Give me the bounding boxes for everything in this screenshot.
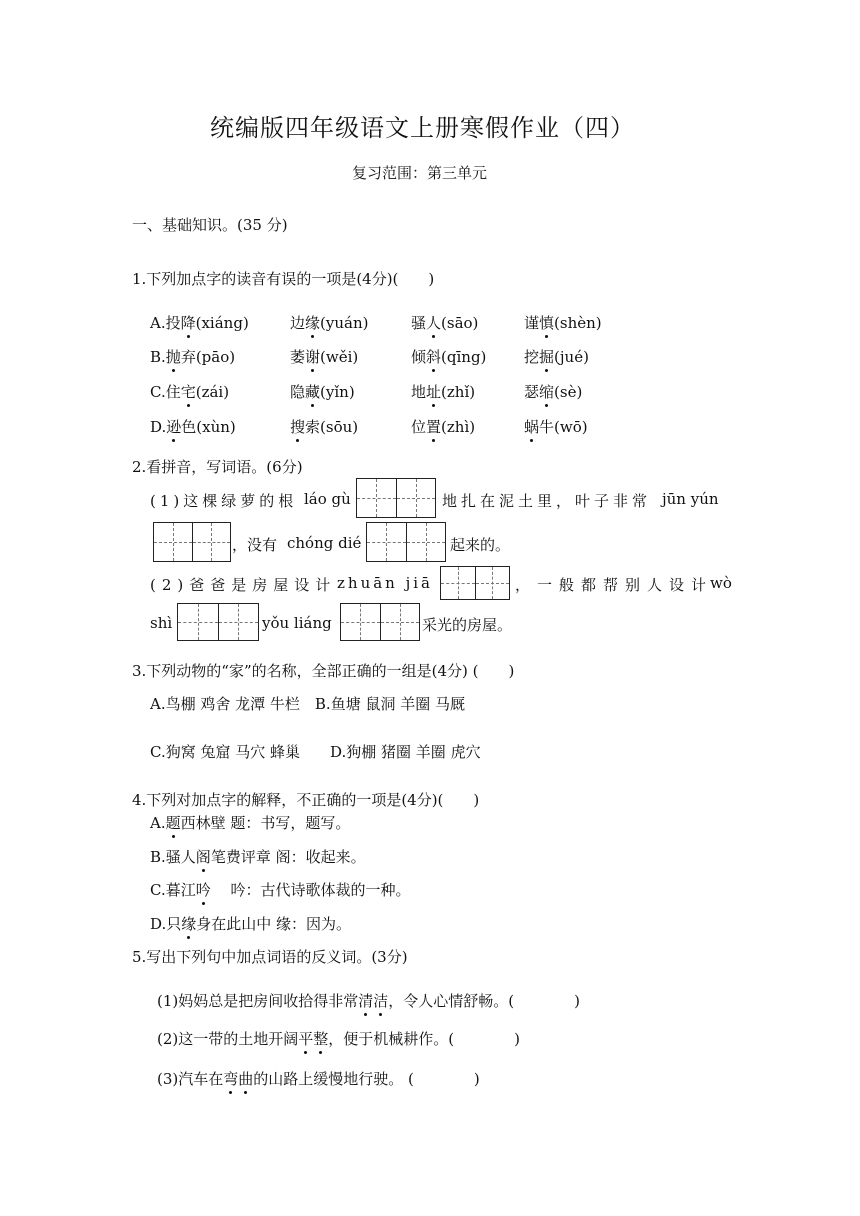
text: (yuán) xyxy=(320,314,369,332)
q2-text: ，一般都帮别人设计 xyxy=(515,576,714,594)
dotted-char: 吟 xyxy=(195,881,211,899)
text: D.只 xyxy=(150,915,182,933)
dotted-word xyxy=(223,1070,253,1088)
text: 色(xùn) xyxy=(181,418,236,436)
q2-text: 起来的。 xyxy=(450,536,511,554)
pinyin: shì xyxy=(150,614,173,632)
dotted-char: 掘 xyxy=(539,348,555,366)
dotted-word xyxy=(358,992,388,1010)
text: (zhì) xyxy=(441,418,476,436)
q2-text: (2)爸爸是房屋设计 xyxy=(150,576,337,594)
dotted-char: 抛 xyxy=(165,348,181,366)
dotted-char: 弯 xyxy=(223,1070,239,1088)
question-1-option xyxy=(411,346,486,367)
pinyin: wò xyxy=(710,574,732,592)
question-3-options-ab: A.鸟棚 鸡舍 龙潭 牛栏 B.鱼塘 鼠洞 羊圈 马厩 xyxy=(150,695,466,713)
writing-grid[interactable] xyxy=(366,522,446,562)
text: 索(sōu) xyxy=(305,418,359,436)
text: D. xyxy=(150,418,167,436)
question-1-option xyxy=(290,312,368,333)
question-1-option xyxy=(524,381,582,402)
question-5-sentence-1 xyxy=(157,990,580,1011)
text: (zhǐ) xyxy=(441,383,476,401)
text: 谨 xyxy=(524,314,540,332)
dotted-char: 藏 xyxy=(305,383,321,401)
pinyin: zhuān jiā xyxy=(337,574,433,592)
text: (wěi) xyxy=(320,348,359,366)
text: B.骚人 xyxy=(150,848,196,866)
question-3-stem: 3.下列动物的“家”的名称，全部正确的一组是(4分) ( ) xyxy=(132,662,515,680)
dotted-char: 址 xyxy=(426,383,442,401)
q2-text: (1)这棵绿萝的根 xyxy=(150,492,298,510)
text: C.暮江 xyxy=(150,881,196,899)
q2-text: ，没有 xyxy=(232,536,278,554)
text: (1)妈妈总是把房间收拾得非常 xyxy=(157,992,359,1010)
text: 挖 xyxy=(524,348,540,366)
page-subtitle: 复习范围：第三单元 xyxy=(352,164,488,182)
dotted-char: 蜗 xyxy=(524,418,540,436)
writing-grid[interactable] xyxy=(356,478,436,518)
writing-grid[interactable] xyxy=(340,603,420,641)
dotted-char: 斜 xyxy=(426,348,442,366)
dotted-char: 搜 xyxy=(290,418,306,436)
text: C.住 xyxy=(150,383,181,401)
question-4-option-d xyxy=(150,913,351,934)
text: 身在此山中 缘：因为。 xyxy=(196,915,352,933)
question-1-option xyxy=(290,381,355,402)
text: 倾 xyxy=(411,348,427,366)
text: (sè) xyxy=(554,383,583,401)
question-1-option xyxy=(150,312,249,333)
text: 地 xyxy=(411,383,427,401)
text: (jué) xyxy=(554,348,589,366)
text: 瑟 xyxy=(524,383,540,401)
text: 吟：古代诗歌体裁的一种。 xyxy=(210,881,411,899)
page-title: 统编版四年级语文上册寒假作业（四） xyxy=(210,114,635,142)
question-1-option xyxy=(411,381,475,402)
text: (shèn) xyxy=(554,314,602,332)
dotted-char: 平 xyxy=(298,1030,314,1048)
dotted-char: 清 xyxy=(358,992,374,1010)
text: A. xyxy=(150,814,166,832)
text: 萎 xyxy=(290,348,306,366)
text: ，令人心情舒畅。( ) xyxy=(388,992,580,1010)
text: A.投 xyxy=(150,314,181,332)
text: 牛(wō) xyxy=(539,418,588,436)
dotted-char: 人 xyxy=(426,314,442,332)
question-1-option xyxy=(150,416,236,437)
dotted-char: 整 xyxy=(313,1030,329,1048)
question-4-option-a xyxy=(150,812,350,833)
q2-text: 地扎在泥土里，叶子非常 xyxy=(442,492,652,510)
question-5-sentence-2 xyxy=(157,1028,520,1049)
text: (2)这一带的土地开阔 xyxy=(157,1030,299,1048)
question-1-option xyxy=(411,416,475,437)
q2-text: 采光的房屋。 xyxy=(422,616,513,634)
dotted-char: 洁 xyxy=(373,992,389,1010)
text: 隐 xyxy=(290,383,306,401)
question-1-option xyxy=(524,346,589,367)
dotted-char: 曲 xyxy=(238,1070,254,1088)
question-1-stem: 1.下列加点字的读音有误的一项是(4分)( ) xyxy=(132,270,435,288)
dotted-char: 慎 xyxy=(539,314,555,332)
writing-grid[interactable] xyxy=(177,603,259,641)
text: ，便于机械耕作。( ) xyxy=(328,1030,520,1048)
dotted-char: 缩 xyxy=(539,383,555,401)
text: 西林壁 题：书写，题写。 xyxy=(180,814,351,832)
pinyin: yǒu liáng xyxy=(262,614,332,632)
question-1-option xyxy=(290,416,358,437)
question-4-option-c xyxy=(150,879,411,900)
dotted-char: 阁 xyxy=(195,848,211,866)
question-1-option xyxy=(290,346,358,367)
text: 笔费评章 阁：收起来。 xyxy=(210,848,366,866)
question-5-stem: 5.写出下列句中加点词语的反义词。(3分) xyxy=(132,948,408,966)
question-5-sentence-3 xyxy=(157,1068,480,1089)
pinyin: chóng dié xyxy=(287,534,362,552)
text: B. xyxy=(150,348,166,366)
text: 边 xyxy=(290,314,306,332)
text: 弃(pāo) xyxy=(180,348,236,366)
question-3-options-cd: C.狗窝 兔窟 马穴 蜂巢 D.狗棚 猪圈 羊圈 虎穴 xyxy=(150,743,481,761)
question-1-option xyxy=(150,346,235,367)
writing-grid[interactable] xyxy=(440,566,510,600)
question-4-stem: 4.下列对加点字的解释，不正确的一项是(4分)( ) xyxy=(132,791,480,809)
text: (sāo) xyxy=(441,314,479,332)
question-1-option xyxy=(524,416,588,437)
question-1-option xyxy=(150,381,229,402)
question-1-option xyxy=(524,312,602,333)
dotted-char: 谢 xyxy=(305,348,321,366)
question-4-option-b xyxy=(150,846,366,867)
pinyin: jūn yún xyxy=(662,490,719,508)
text: 骚 xyxy=(411,314,427,332)
text: (yǐn) xyxy=(320,383,355,401)
dotted-char: 宅 xyxy=(180,383,196,401)
section-heading: 一、基础知识。(35 分) xyxy=(132,216,288,234)
dotted-word xyxy=(298,1030,328,1048)
text: (qīng) xyxy=(441,348,487,366)
question-1-option xyxy=(411,312,478,333)
pinyin: láo gù xyxy=(304,490,351,508)
text: (zái) xyxy=(195,383,230,401)
writing-grid[interactable] xyxy=(153,522,231,562)
text: (3)汽车在 xyxy=(157,1070,224,1088)
question-2-stem: 2.看拼音，写词语。(6分) xyxy=(132,458,303,476)
text: (xiáng) xyxy=(195,314,249,332)
dotted-char: 缘 xyxy=(305,314,321,332)
text: 的山路上缓慢地行驶。 ( ) xyxy=(253,1070,480,1088)
text: 位 xyxy=(411,418,427,436)
dotted-char: 置 xyxy=(426,418,442,436)
dotted-char: 降 xyxy=(180,314,196,332)
dotted-char: 缘 xyxy=(181,915,197,933)
dotted-char: 逊 xyxy=(166,418,182,436)
dotted-char: 题 xyxy=(165,814,181,832)
